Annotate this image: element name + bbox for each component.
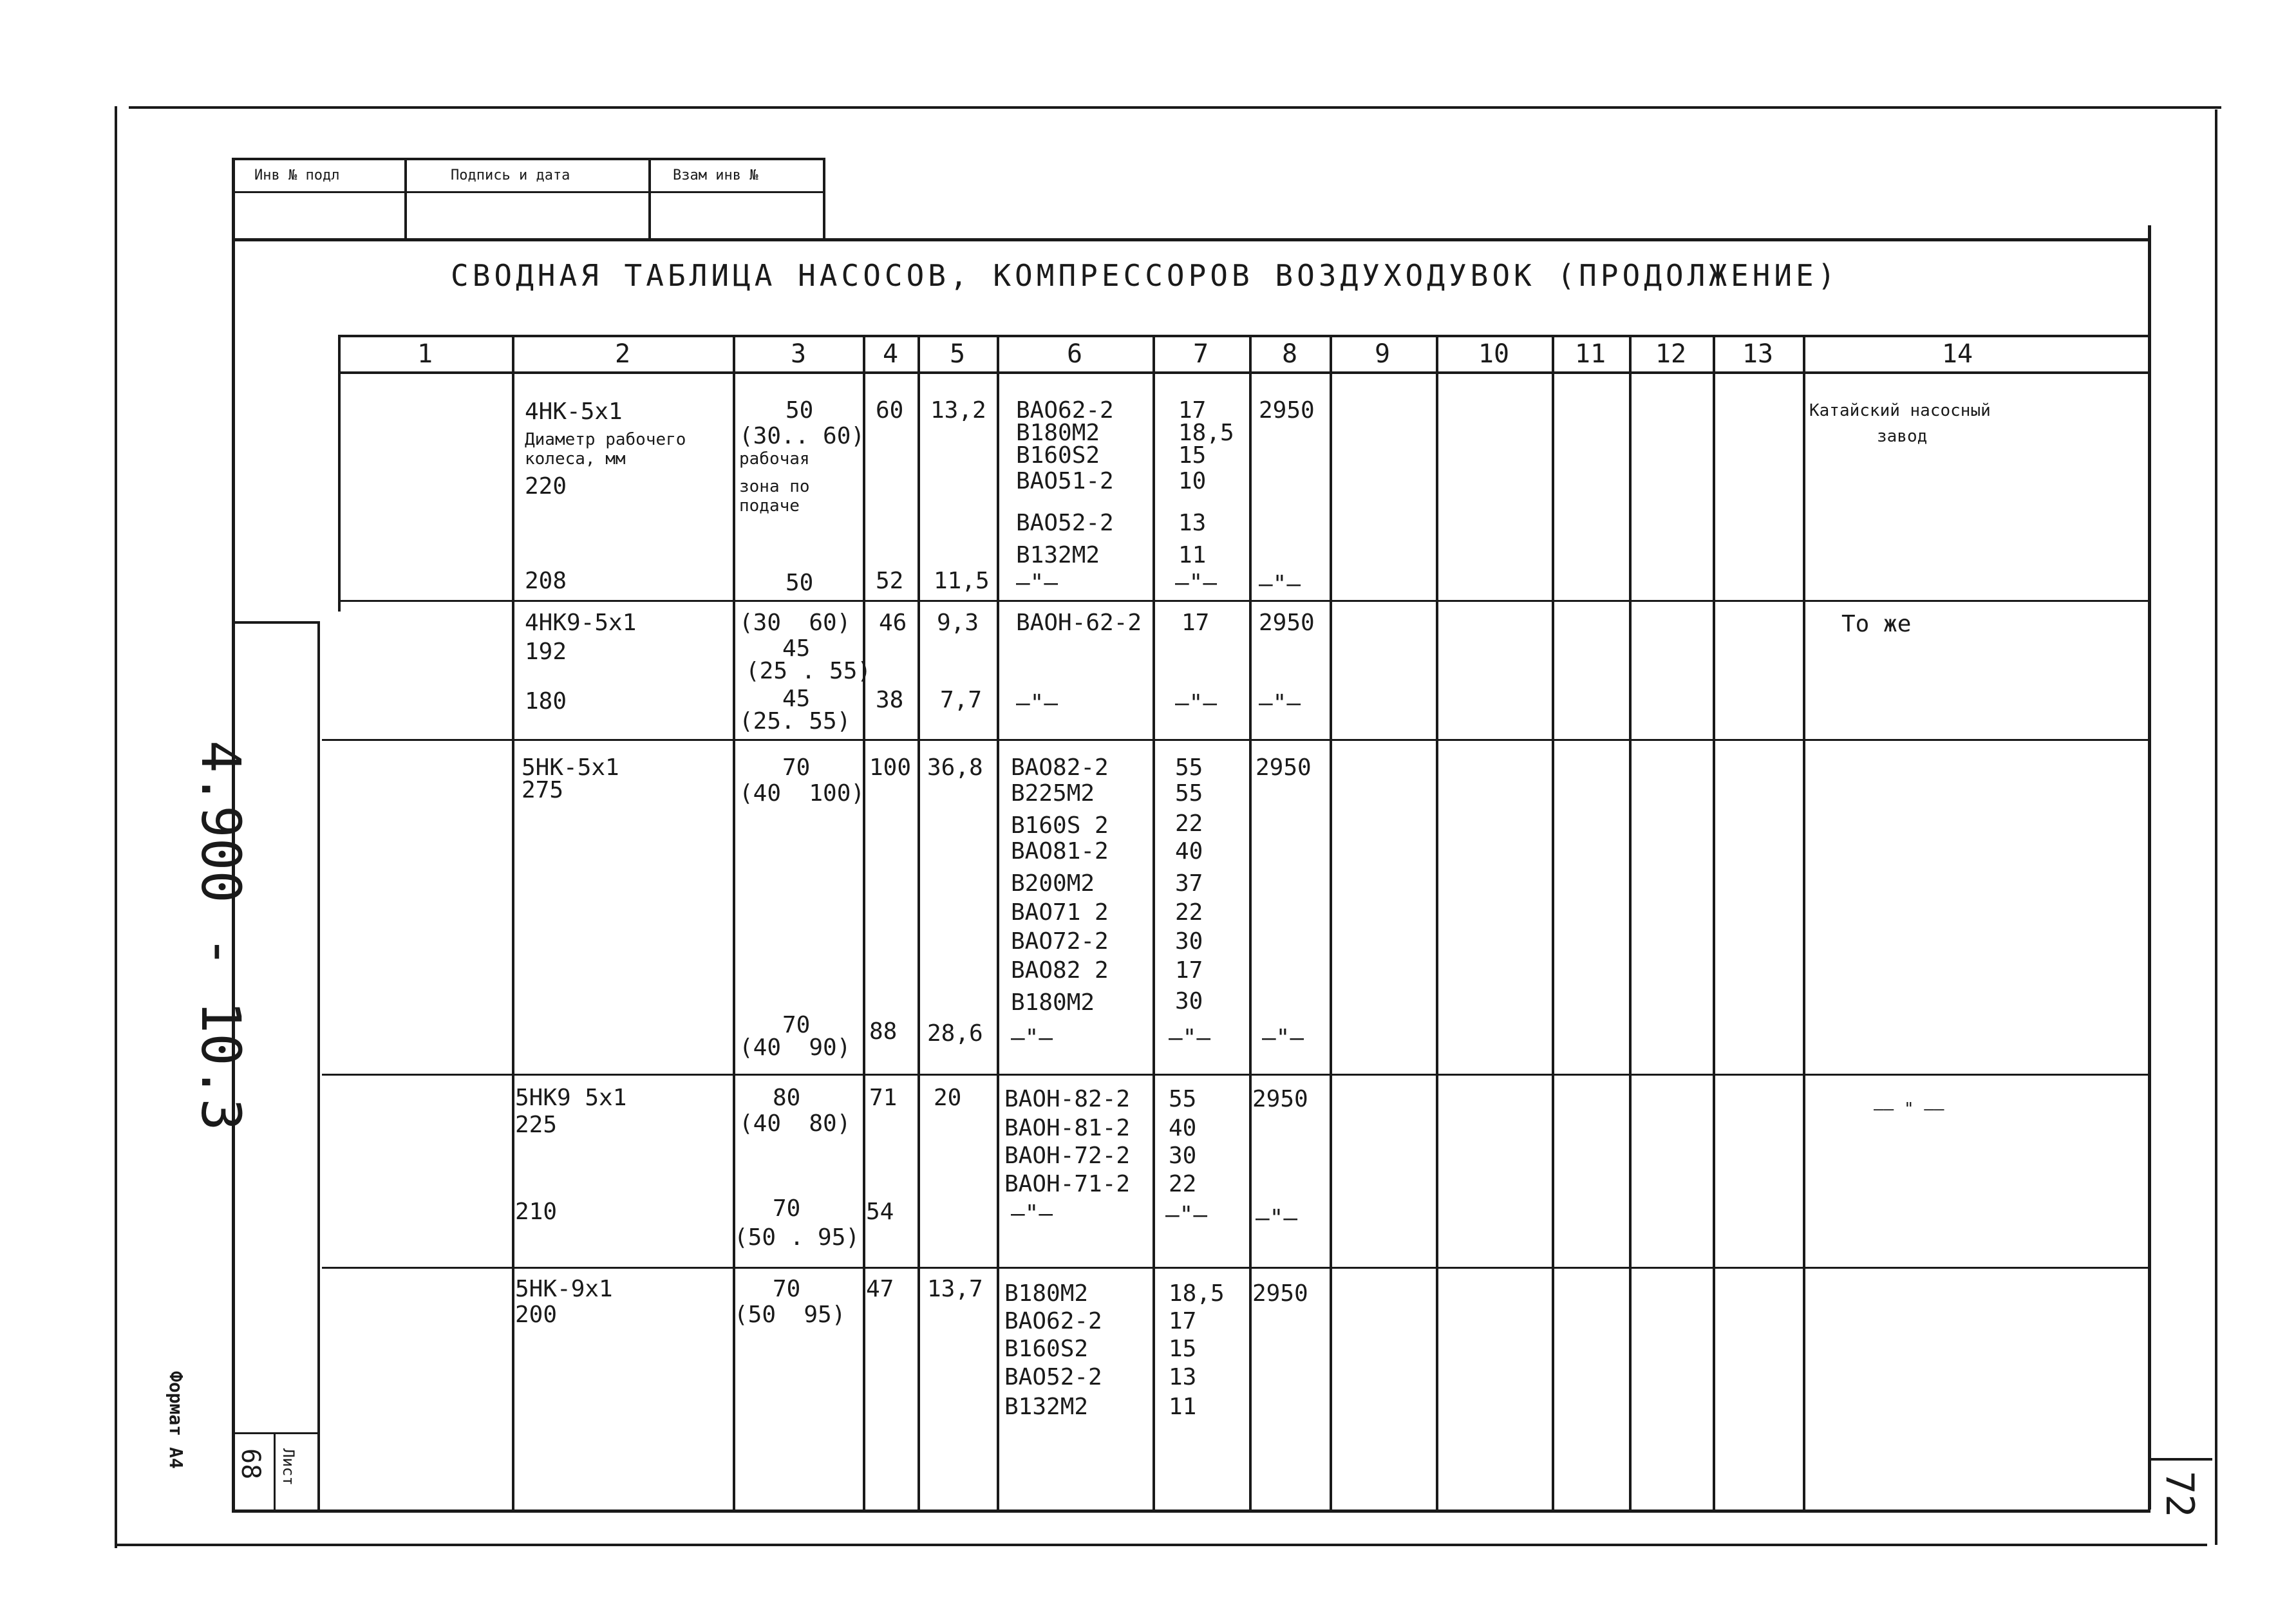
row3-bottom-line [322, 1074, 2150, 1076]
r5-c5: 13,7 [927, 1276, 983, 1302]
r2-c3-flow2: 45 [782, 635, 811, 662]
r2-c7-b: —"— [1175, 690, 1218, 716]
r5-c6-3: В160S2 [1004, 1336, 1089, 1362]
r3-c7-1: 55 [1175, 754, 1203, 781]
format-label: Формат А4 [165, 1371, 187, 1469]
row4-bottom-line [322, 1267, 2150, 1269]
r2-c8-a: 2950 [1259, 610, 1315, 636]
r3-c7-8: 17 [1175, 957, 1203, 984]
r1-c14-b: завод [1877, 427, 1928, 446]
r1-c3-note1: рабочая [739, 449, 810, 469]
outer-right-line [2215, 109, 2217, 1545]
r3-c7-6: 22 [1175, 899, 1203, 926]
r2-c2-d2: 180 [525, 688, 567, 715]
r1-c2-diam2: 208 [525, 568, 567, 594]
r3-c6-5: В200М2 [1011, 870, 1095, 897]
r3-c7-3: 22 [1175, 810, 1203, 837]
r4-c3-range: (40 80) [739, 1110, 851, 1137]
r1-c4: 60 [876, 397, 904, 424]
r5-c2-d1: 200 [515, 1302, 558, 1328]
r1-c7-a: 17 [1178, 397, 1207, 424]
r4-c4-b: 54 [866, 1199, 894, 1225]
r1-c4-b: 52 [876, 568, 904, 594]
r5-c7-4: 13 [1169, 1364, 1197, 1390]
col-line-10 [1552, 335, 1554, 1511]
col-line-12 [1713, 335, 1715, 1511]
r5-c2-model: 5НК-9х1 [515, 1276, 613, 1302]
col-header-13: 13 [1742, 339, 1774, 369]
r1-c7-ditto: —"— [1175, 570, 1218, 596]
r3-c7-4: 40 [1175, 838, 1203, 865]
r2-c3-range2: (25 . 55) [746, 658, 872, 684]
r1-c3-flow2: 50 [786, 570, 814, 596]
r4-c7-1: 55 [1169, 1086, 1197, 1112]
r3-c4-b: 88 [869, 1018, 898, 1045]
r1-c2-model: 4НК-5х1 [525, 398, 623, 425]
r3-c6-9: В180М2 [1011, 989, 1095, 1016]
col-header-10: 10 [1478, 339, 1510, 369]
outer-top-line [129, 106, 2221, 109]
r4-c6-4: ВАОН-71-2 [1004, 1171, 1131, 1197]
r2-c8-b: —"— [1259, 690, 1301, 716]
col-header-12: 12 [1655, 339, 1687, 369]
frame-right-line [2148, 225, 2151, 1510]
r3-c5-b: 28,6 [927, 1020, 983, 1047]
r5-c7-5: 11 [1169, 1394, 1197, 1420]
r1-c6-e: ВАО52-2 [1016, 510, 1114, 536]
r1-c2-note1: Диаметр рабочего [525, 430, 686, 449]
r2-c14: То же [1841, 611, 1912, 637]
stamp-div1 [404, 158, 407, 240]
col-line-9 [1436, 335, 1438, 1511]
r3-c6-6: ВАО71 2 [1011, 899, 1109, 926]
stamp-inv-label: Инв № подл [254, 167, 340, 183]
col-line-3 [863, 335, 865, 1511]
r1-c7-d: 10 [1178, 468, 1207, 494]
r4-c3-range2: (50 . 95) [734, 1224, 860, 1251]
col-header-1: 1 [417, 339, 433, 369]
r4-c2-d2: 210 [515, 1199, 558, 1225]
col-line-4 [917, 335, 920, 1511]
stamp-sign-label: Подпись и дата [451, 167, 570, 183]
stamp-vzam-label: Взам инв № [673, 167, 758, 183]
r3-c7-9: 30 [1175, 988, 1203, 1014]
r1-c3-note2: зона по [739, 477, 810, 496]
r3-c7-2: 55 [1175, 780, 1203, 807]
r4-c6-ditto: —"— [1011, 1201, 1053, 1227]
side-strip-right-line [317, 621, 320, 1513]
col-header-2: 2 [614, 339, 631, 369]
r2-c5-b: 7,7 [940, 687, 983, 713]
col-header-6: 6 [1066, 339, 1083, 369]
col-line-13 [1803, 335, 1805, 1511]
r5-c6-4: ВАО52-2 [1004, 1364, 1102, 1390]
r1-c6-a: ВАО62-2 [1016, 397, 1114, 424]
col-header-14: 14 [1941, 339, 1973, 369]
r1-c6-c: В160S2 [1016, 442, 1100, 469]
sheet-box-div [274, 1432, 276, 1510]
col-line-6 [1153, 335, 1155, 1511]
r2-c3-range3: (25. 55) [739, 708, 851, 734]
r3-c3-flow: 70 [782, 754, 811, 781]
sheet-label: Лист [279, 1448, 297, 1486]
r3-c5-a: 36,8 [927, 754, 983, 781]
r3-c7-7: 30 [1175, 928, 1203, 955]
col-header-4: 4 [882, 339, 899, 369]
r2-c4-a: 46 [879, 610, 907, 636]
r4-c6-1: ВАОН-82-2 [1004, 1086, 1131, 1112]
stamp-div3 [823, 158, 825, 240]
r3-c7-5: 37 [1175, 870, 1203, 897]
r5-c6-1: В180М2 [1004, 1280, 1089, 1307]
r1-c6-ditto: —"— [1016, 570, 1059, 596]
r3-c6-8: ВАО82 2 [1011, 957, 1109, 984]
r3-c8-ditto: —"— [1262, 1025, 1304, 1051]
r5-c8: 2950 [1252, 1280, 1308, 1307]
r4-c8-b: —"— [1256, 1205, 1298, 1231]
r1-c2-diam: 220 [525, 473, 567, 500]
r5-c3-range: (50 95) [734, 1302, 846, 1328]
r4-c2-d1: 225 [515, 1112, 558, 1138]
outer-left-line [115, 106, 117, 1548]
r2-c3-range1: (30 60) [739, 610, 851, 636]
r4-c6-2: ВАОН-81-2 [1004, 1115, 1131, 1141]
col-header-5: 5 [949, 339, 966, 369]
stamp-top-line [232, 158, 824, 160]
r5-c4: 47 [866, 1276, 894, 1302]
stamp-mid-line [232, 191, 824, 193]
sheet-number: 68 [236, 1448, 265, 1480]
col-header-3: 3 [790, 339, 807, 369]
r1-c7-e: 13 [1178, 510, 1207, 536]
r4-c7-3: 30 [1169, 1143, 1197, 1169]
r4-c14: —— " —— [1874, 1099, 1944, 1119]
r2-c5-a: 9,3 [937, 610, 979, 636]
col-header-11: 11 [1574, 339, 1606, 369]
r3-c6-4: ВАО81-2 [1011, 838, 1109, 865]
r1-c6-f: В132М2 [1016, 542, 1100, 568]
r4-c5-a: 20 [934, 1085, 962, 1111]
r3-c6-1: ВАО82-2 [1011, 754, 1109, 781]
r2-c3-flow3: 45 [782, 686, 811, 712]
r4-c3-flow: 80 [773, 1085, 801, 1111]
col-line-5 [997, 335, 999, 1511]
r1-c6-d: ВАО51-2 [1016, 468, 1114, 494]
stamp-div2 [648, 158, 651, 240]
r1-c8-ditto: —"— [1259, 571, 1301, 597]
col-header-7: 7 [1192, 339, 1209, 369]
r1-c3-flow: 50 [786, 397, 814, 424]
r5-c6-5: В132М2 [1004, 1394, 1089, 1420]
r4-c3-flow2: 70 [773, 1195, 801, 1222]
col-line-1 [512, 335, 514, 1511]
r5-c7-1: 18,5 [1169, 1280, 1225, 1307]
frame-top-line [232, 238, 2150, 241]
side-strip-top-line [232, 621, 319, 624]
page-box-top [2148, 1458, 2212, 1461]
r2-c4-b: 38 [876, 687, 904, 713]
r3-c4-a: 100 [869, 754, 912, 781]
r4-c7-ditto: —"— [1165, 1202, 1208, 1228]
r5-c7-2: 17 [1169, 1308, 1197, 1334]
r1-c5: 13,2 [930, 397, 986, 424]
r3-c3-range: (40 100) [739, 780, 865, 807]
r3-c3-flow2: 70 [782, 1012, 811, 1038]
r4-c7-2: 40 [1169, 1115, 1197, 1141]
page-title: СВОДНАЯ ТАБЛИЦА НАСОСОВ, КОМПРЕССОРОВ ВОЗДУХОДУВОК (ПРОДОЛЖЕНИЕ) [451, 258, 1840, 293]
r3-c6-2: В225М2 [1011, 780, 1095, 807]
r2-c2-d1: 192 [525, 639, 567, 665]
col-line-2 [733, 335, 735, 1511]
col-header-9: 9 [1374, 339, 1391, 369]
r5-c3-flow: 70 [773, 1276, 801, 1302]
r1-c6-b: В180М2 [1016, 420, 1100, 446]
r2-c2-model: 4НК9-5х1 [525, 610, 637, 636]
r1-c8: 2950 [1259, 397, 1315, 424]
r3-c8: 2950 [1256, 754, 1312, 781]
r1-c2-note2: колеса, мм [525, 449, 626, 469]
r1-c7-f: 11 [1178, 542, 1207, 568]
r3-c7-ditto: —"— [1169, 1025, 1211, 1051]
r3-c6-ditto: —"— [1011, 1025, 1053, 1051]
r4-c4-a: 71 [869, 1085, 898, 1111]
r4-c6-3: ВАОН-72-2 [1004, 1143, 1131, 1169]
table-top-line [338, 335, 2150, 337]
r2-c6-a: ВАОН-62-2 [1016, 610, 1142, 636]
r2-c6-b: —"— [1016, 690, 1059, 716]
row2-bottom-line [322, 739, 2150, 741]
page-number: 72 [2157, 1471, 2202, 1518]
col-line-0 [338, 335, 341, 612]
col-header-8: 8 [1281, 339, 1298, 369]
r3-c2-d1: 275 [522, 777, 564, 803]
r1-c14-a: Катайский насосный [1809, 401, 1991, 420]
header-bottom-line [338, 371, 2150, 374]
r5-c6-2: ВАО62-2 [1004, 1308, 1102, 1334]
r1-c7-c: 15 [1178, 442, 1207, 469]
r4-c2-model: 5НК9 5х1 [515, 1085, 627, 1111]
col-line-11 [1629, 335, 1632, 1511]
outer-bottom-line [115, 1544, 2207, 1546]
r2-c7-a: 17 [1181, 610, 1210, 636]
r3-c6-3: В160S 2 [1011, 812, 1109, 839]
r1-c5-b: 11,5 [934, 568, 990, 594]
doc-code: 4.900 - 10.3 [189, 740, 252, 1131]
r3-c3-range2: (40 90) [739, 1034, 851, 1061]
col-line-7 [1249, 335, 1252, 1511]
r5-c7-3: 15 [1169, 1336, 1197, 1362]
col-line-8 [1330, 335, 1332, 1511]
row1-bottom-line [338, 600, 2150, 602]
r1-c3-range: (30.. 60) [739, 423, 865, 449]
r3-c2-model: 5НК-5х1 [522, 754, 619, 781]
frame-bottom-line [232, 1510, 2150, 1513]
r4-c8-a: 2950 [1252, 1086, 1308, 1112]
r4-c7-4: 22 [1169, 1171, 1197, 1197]
r3-c6-7: ВАО72-2 [1011, 928, 1109, 955]
r1-c7-b: 18,5 [1178, 420, 1234, 446]
r1-c3-note3: подаче [739, 496, 800, 516]
